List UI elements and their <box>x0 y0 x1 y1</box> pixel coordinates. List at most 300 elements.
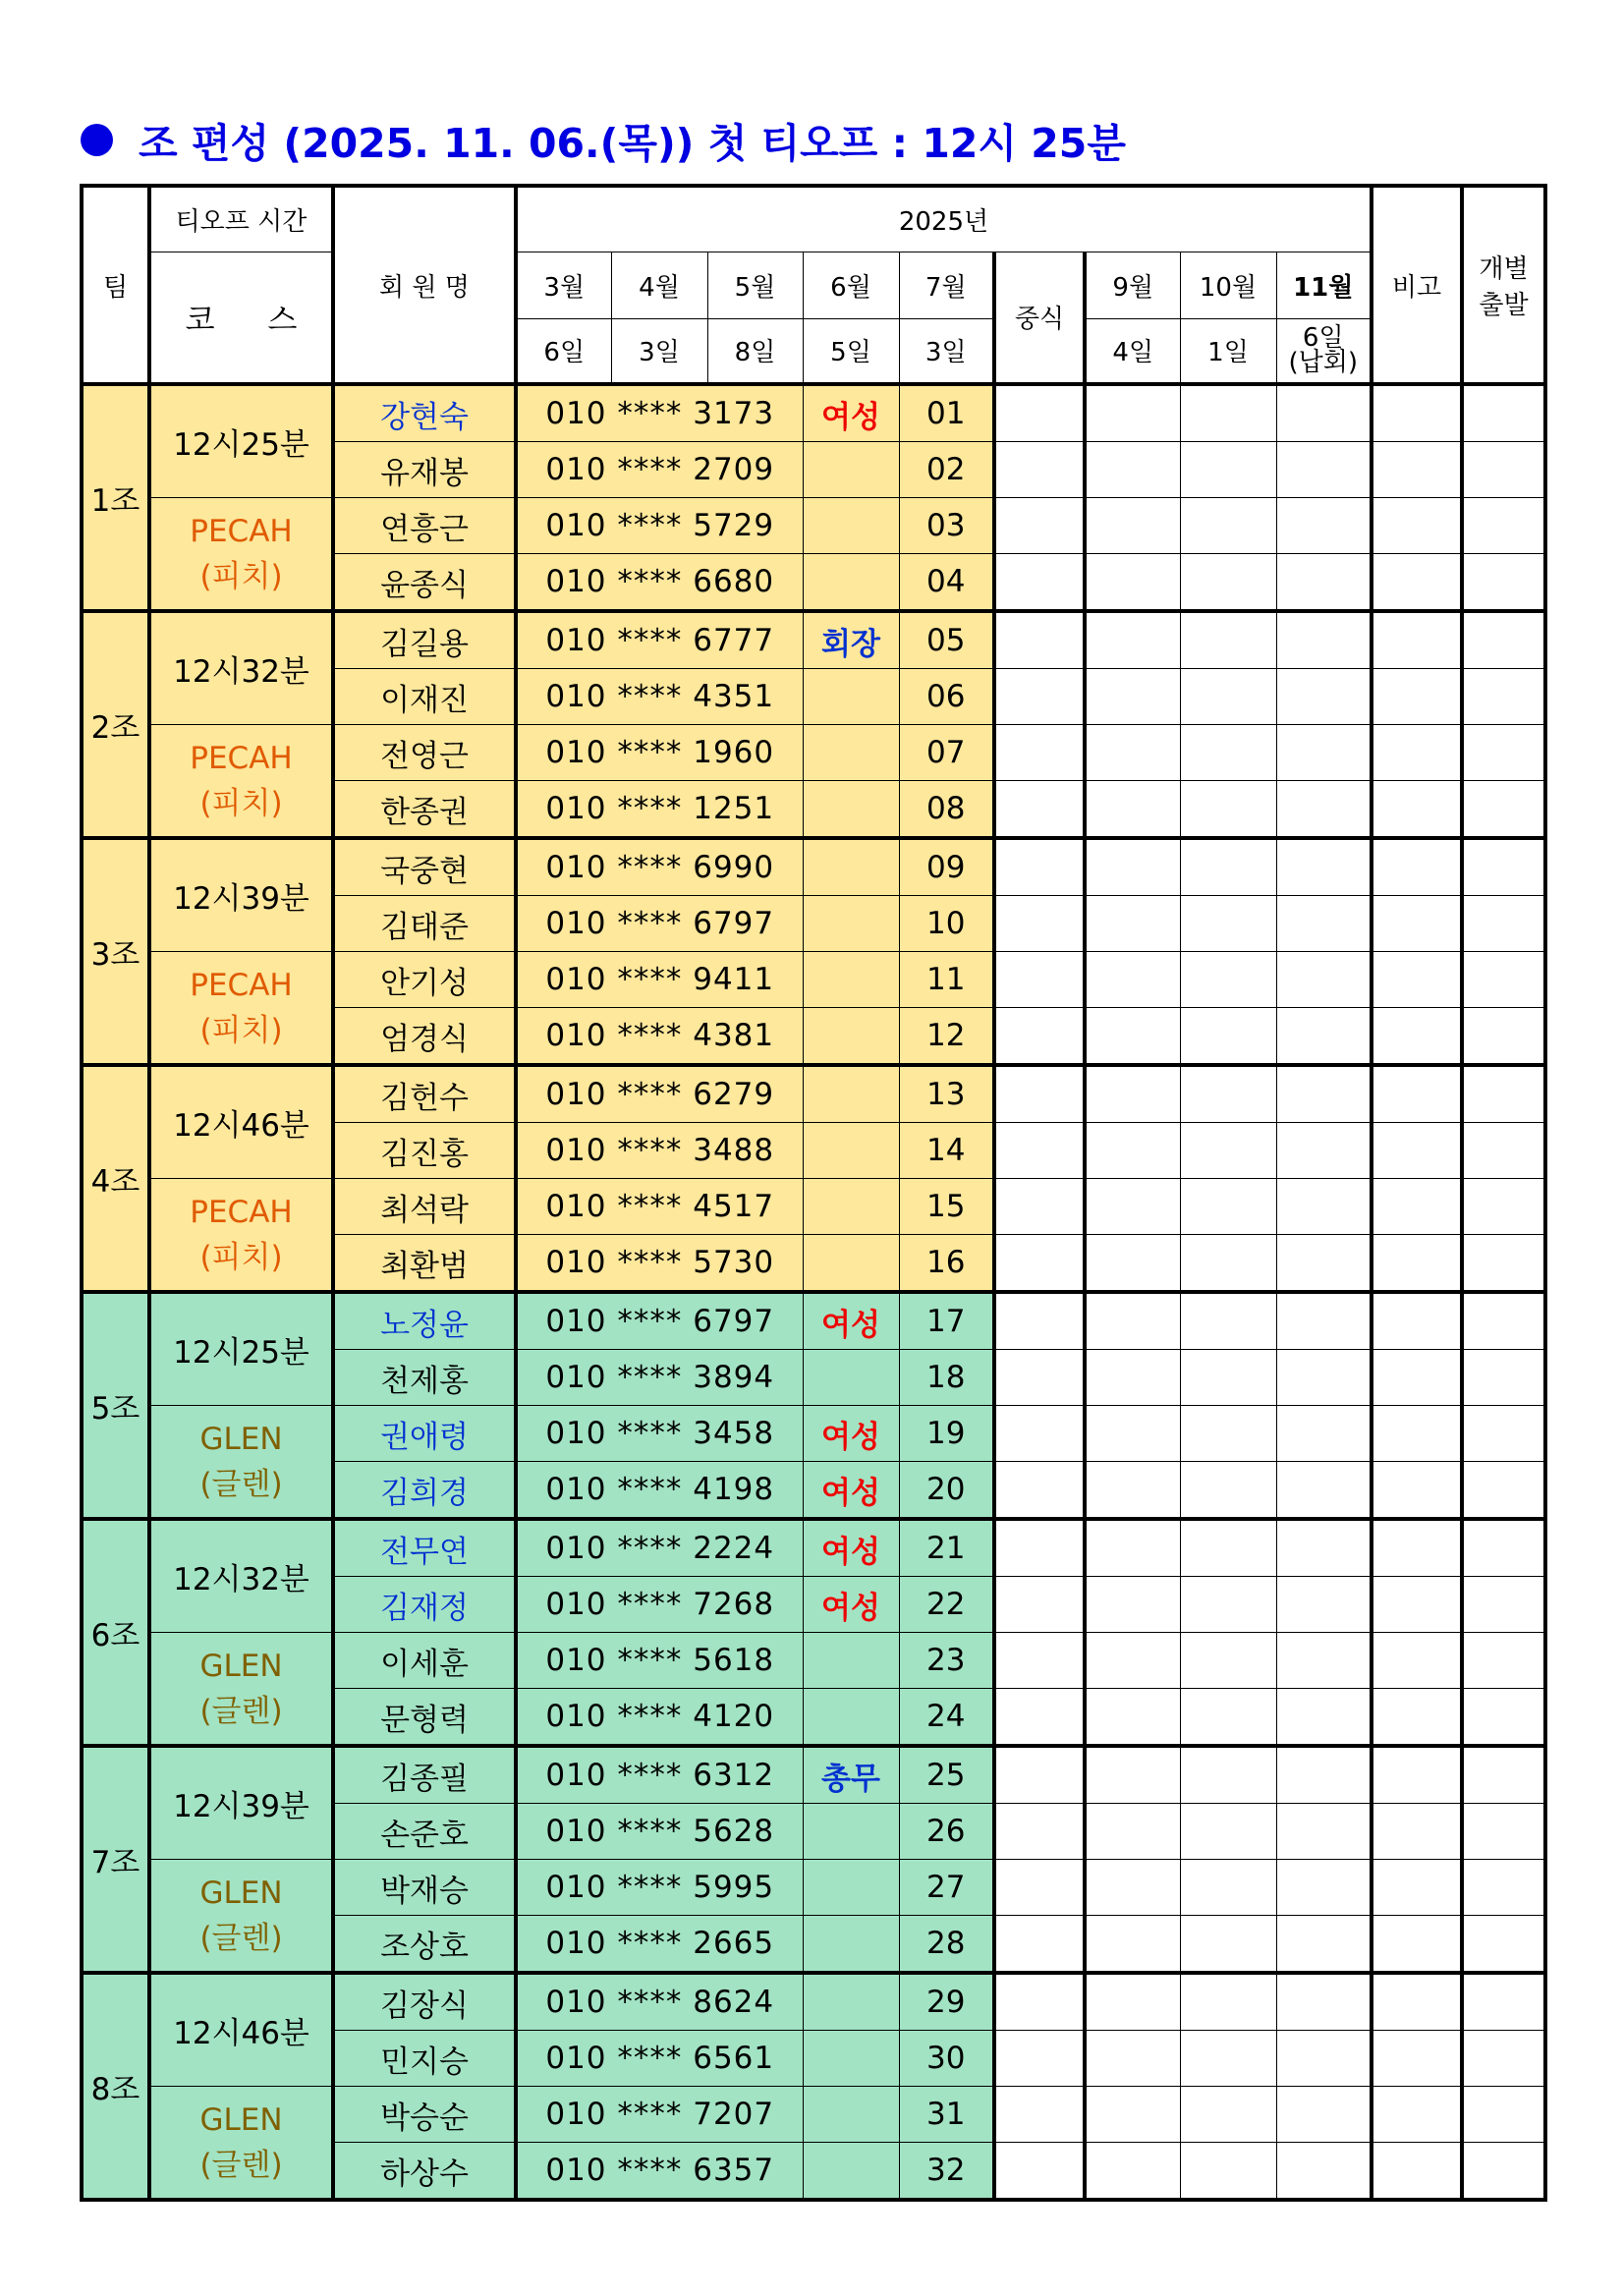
nov-attendance-cell[interactable] <box>1276 1179 1372 1235</box>
member-tag <box>803 725 899 781</box>
member-row <box>82 1179 1545 1235</box>
sep-attendance-cell[interactable] <box>1085 1123 1180 1179</box>
lunch-cell[interactable] <box>994 896 1085 952</box>
remarks-cell[interactable] <box>1372 554 1462 612</box>
oct-attendance-cell[interactable] <box>1180 384 1276 442</box>
individual-start-cell[interactable] <box>1462 1577 1545 1633</box>
oct-attendance-cell[interactable] <box>1180 669 1276 725</box>
member-row <box>82 838 1545 896</box>
remarks-cell[interactable] <box>1372 1179 1462 1235</box>
lunch-cell[interactable] <box>994 1008 1085 1066</box>
team-cell: 8조 <box>82 1973 149 2200</box>
oct-attendance-cell[interactable] <box>1180 1746 1276 1804</box>
lunch-cell[interactable] <box>994 781 1085 839</box>
page-title <box>81 110 1126 169</box>
oct-attendance-cell[interactable] <box>1180 2143 1276 2201</box>
remarks-cell[interactable] <box>1372 781 1462 839</box>
nov-attendance-cell[interactable] <box>1276 1746 1372 1804</box>
sep-attendance-cell[interactable] <box>1085 1179 1180 1235</box>
course-cell <box>149 498 333 612</box>
remarks-cell[interactable] <box>1372 611 1462 669</box>
oct-attendance-cell[interactable] <box>1180 1519 1276 1577</box>
lunch-cell[interactable] <box>994 1292 1085 1350</box>
lunch-cell[interactable] <box>994 2143 1085 2201</box>
sep-attendance-cell[interactable] <box>1085 1462 1180 1520</box>
remarks-cell[interactable] <box>1372 1065 1462 1123</box>
oct-attendance-cell[interactable] <box>1180 1292 1276 1350</box>
individual-start-cell[interactable] <box>1462 1292 1545 1350</box>
remarks-cell[interactable] <box>1372 669 1462 725</box>
remarks-cell[interactable] <box>1372 1519 1462 1577</box>
individual-start-cell[interactable] <box>1462 1746 1545 1804</box>
individual-start-cell[interactable] <box>1462 2143 1545 2201</box>
lunch-cell[interactable] <box>994 1462 1085 1520</box>
remarks-cell[interactable] <box>1372 1746 1462 1804</box>
individual-start-header <box>1462 186 1545 384</box>
remarks-cell[interactable] <box>1372 2031 1462 2087</box>
individual-start-cell[interactable] <box>1462 2031 1545 2087</box>
sep-attendance-cell[interactable] <box>1085 2087 1180 2143</box>
member-name: 박승순 <box>333 2087 516 2143</box>
oct-attendance-cell[interactable] <box>1180 2087 1276 2143</box>
remarks-cell[interactable] <box>1372 1292 1462 1350</box>
nov-attendance-cell[interactable] <box>1276 669 1372 725</box>
remarks-cell[interactable] <box>1372 1462 1462 1520</box>
member-phone: 010 **** 3894 <box>516 1350 803 1406</box>
individual-start-cell[interactable] <box>1462 1179 1545 1235</box>
day-10: 1일 <box>1180 318 1276 384</box>
nov-attendance-cell[interactable] <box>1276 1462 1372 1520</box>
sep-attendance-cell[interactable] <box>1085 2143 1180 2201</box>
member-phone: 010 **** 5995 <box>516 1860 803 1916</box>
remarks-cell[interactable] <box>1372 1350 1462 1406</box>
day-9: 4일 <box>1085 318 1180 384</box>
lunch-cell[interactable] <box>994 725 1085 781</box>
individual-start-cell[interactable] <box>1462 952 1545 1008</box>
lunch-cell[interactable] <box>994 1235 1085 1293</box>
member-number: 20 <box>899 1462 994 1520</box>
lunch-cell[interactable] <box>994 1860 1085 1916</box>
oct-attendance-cell[interactable] <box>1180 1860 1276 1916</box>
oct-attendance-cell[interactable] <box>1180 896 1276 952</box>
remarks-cell[interactable] <box>1372 1123 1462 1179</box>
individual-start-cell[interactable] <box>1462 1123 1545 1179</box>
sep-attendance-cell[interactable] <box>1085 1633 1180 1689</box>
individual-start-cell[interactable] <box>1462 2087 1545 2143</box>
individual-start-cell[interactable] <box>1462 384 1545 442</box>
sep-attendance-cell[interactable] <box>1085 611 1180 669</box>
lunch-cell[interactable] <box>994 498 1085 554</box>
member-tag <box>803 1860 899 1916</box>
member-number: 18 <box>899 1350 994 1406</box>
individual-start-line1: 개별 <box>1479 254 1529 284</box>
member-name: 최석락 <box>333 1179 516 1235</box>
individual-start-cell[interactable] <box>1462 442 1545 498</box>
nov-attendance-cell[interactable] <box>1276 498 1372 554</box>
remarks-cell[interactable] <box>1372 1804 1462 1860</box>
individual-start-cell[interactable] <box>1462 1519 1545 1577</box>
oct-attendance-cell[interactable] <box>1180 611 1276 669</box>
member-name: 김희경 <box>333 1462 516 1520</box>
team-cell: 3조 <box>82 838 149 1065</box>
remarks-cell[interactable] <box>1372 1689 1462 1747</box>
course-cell <box>149 2087 333 2201</box>
member-number: 06 <box>899 669 994 725</box>
member-number: 12 <box>899 1008 994 1066</box>
oct-attendance-cell[interactable] <box>1180 554 1276 612</box>
oct-attendance-cell[interactable] <box>1180 838 1276 896</box>
member-number: 09 <box>899 838 994 896</box>
member-name: 국중현 <box>333 838 516 896</box>
individual-start-line2: 출발 <box>1479 291 1529 320</box>
lunch-cell[interactable] <box>994 2031 1085 2087</box>
lunch-cell[interactable] <box>994 1633 1085 1689</box>
member-name: 박재승 <box>333 1860 516 1916</box>
member-phone: 010 **** 5730 <box>516 1235 803 1293</box>
lunch-cell[interactable] <box>994 1577 1085 1633</box>
oct-attendance-cell[interactable] <box>1180 1008 1276 1066</box>
lunch-cell[interactable] <box>994 554 1085 612</box>
member-number: 28 <box>899 1916 994 1974</box>
course-name-en: PECAH <box>190 740 293 776</box>
remarks-cell[interactable] <box>1372 442 1462 498</box>
course-name-en: GLEN <box>199 2101 283 2138</box>
remarks-cell[interactable] <box>1372 1008 1462 1066</box>
remarks-cell[interactable] <box>1372 1235 1462 1293</box>
individual-start-cell[interactable] <box>1462 1462 1545 1520</box>
member-row <box>82 1406 1545 1462</box>
member-row <box>82 384 1545 442</box>
member-phone: 010 **** 1251 <box>516 781 803 839</box>
course-name-kr: (피치) <box>199 558 283 594</box>
sep-attendance-cell[interactable] <box>1085 554 1180 612</box>
member-row <box>82 725 1545 781</box>
nov-attendance-cell[interactable] <box>1276 896 1372 952</box>
member-number: 23 <box>899 1633 994 1689</box>
remarks-cell[interactable] <box>1372 498 1462 554</box>
lunch-cell[interactable] <box>994 669 1085 725</box>
member-number: 27 <box>899 1860 994 1916</box>
lunch-cell[interactable] <box>994 2087 1085 2143</box>
sep-attendance-cell[interactable] <box>1085 1689 1180 1747</box>
member-tag <box>803 781 899 839</box>
sep-attendance-cell[interactable] <box>1085 1406 1180 1462</box>
member-tag <box>803 2087 899 2143</box>
member-tag <box>803 1689 899 1747</box>
sep-attendance-cell[interactable] <box>1085 838 1180 896</box>
individual-start-cell[interactable] <box>1462 1916 1545 1974</box>
individual-start-cell[interactable] <box>1462 554 1545 612</box>
sep-attendance-cell[interactable] <box>1085 1065 1180 1123</box>
member-tag <box>803 1008 899 1066</box>
member-tag: 여성 <box>803 1577 899 1633</box>
nov-attendance-cell[interactable] <box>1276 1577 1372 1633</box>
nov-attendance-cell[interactable] <box>1276 611 1372 669</box>
remarks-cell[interactable] <box>1372 1860 1462 1916</box>
month-11: 11월 <box>1276 252 1372 318</box>
teeoff-time-cell: 12시39분 <box>149 838 333 952</box>
nov-attendance-cell[interactable] <box>1276 442 1372 498</box>
course-name-en: PECAH <box>190 967 293 1003</box>
nov-attendance-cell[interactable] <box>1276 1123 1372 1179</box>
team-cell: 7조 <box>82 1746 149 1973</box>
member-number: 21 <box>899 1519 994 1577</box>
nov-attendance-cell[interactable] <box>1276 1406 1372 1462</box>
remarks-cell[interactable] <box>1372 1973 1462 2031</box>
sep-attendance-cell[interactable] <box>1085 1577 1180 1633</box>
sep-attendance-cell[interactable] <box>1085 669 1180 725</box>
sep-attendance-cell[interactable] <box>1085 1519 1180 1577</box>
nov-attendance-cell[interactable] <box>1276 2031 1372 2087</box>
lunch-cell[interactable] <box>994 1519 1085 1577</box>
individual-start-cell[interactable] <box>1462 1065 1545 1123</box>
member-number: 25 <box>899 1746 994 1804</box>
individual-start-cell[interactable] <box>1462 1235 1545 1293</box>
oct-attendance-cell[interactable] <box>1180 1916 1276 1974</box>
lunch-cell[interactable] <box>994 838 1085 896</box>
individual-start-cell[interactable] <box>1462 1350 1545 1406</box>
member-name: 이세훈 <box>333 1633 516 1689</box>
member-phone: 010 **** 2665 <box>516 1916 803 1974</box>
lunch-cell[interactable] <box>994 1179 1085 1235</box>
individual-start-cell[interactable] <box>1462 725 1545 781</box>
oct-attendance-cell[interactable] <box>1180 442 1276 498</box>
nov-attendance-cell[interactable] <box>1276 2143 1372 2201</box>
nov-attendance-cell[interactable] <box>1276 1235 1372 1293</box>
month-5: 5월 <box>707 252 803 318</box>
nov-attendance-cell[interactable] <box>1276 1633 1372 1689</box>
member-phone: 010 **** 5729 <box>516 498 803 554</box>
remarks-cell[interactable] <box>1372 2087 1462 2143</box>
individual-start-cell[interactable] <box>1462 896 1545 952</box>
remarks-cell[interactable] <box>1372 952 1462 1008</box>
lunch-cell[interactable] <box>994 1689 1085 1747</box>
member-phone: 010 **** 4351 <box>516 669 803 725</box>
oct-attendance-cell[interactable] <box>1180 781 1276 839</box>
individual-start-cell[interactable] <box>1462 1406 1545 1462</box>
individual-start-cell[interactable] <box>1462 498 1545 554</box>
nov-attendance-cell[interactable] <box>1276 1973 1372 2031</box>
member-name: 조상호 <box>333 1916 516 1974</box>
individual-start-cell[interactable] <box>1462 1860 1545 1916</box>
member-phone: 010 **** 2709 <box>516 442 803 498</box>
nov-attendance-cell[interactable] <box>1276 2087 1372 2143</box>
member-row <box>82 952 1545 1008</box>
course-name-kr: (글렌) <box>199 1693 283 1729</box>
member-header: 회 원 명 <box>333 186 516 384</box>
oct-attendance-cell[interactable] <box>1180 1633 1276 1689</box>
remarks-cell[interactable] <box>1372 2143 1462 2201</box>
lunch-cell[interactable] <box>994 611 1085 669</box>
lunch-cell[interactable] <box>994 952 1085 1008</box>
member-tag: 여성 <box>803 384 899 442</box>
sep-attendance-cell[interactable] <box>1085 498 1180 554</box>
individual-start-cell[interactable] <box>1462 669 1545 725</box>
day-11 <box>1276 318 1372 384</box>
nov-attendance-cell[interactable] <box>1276 1519 1372 1577</box>
member-name: 문형력 <box>333 1689 516 1747</box>
member-number: 29 <box>899 1973 994 2031</box>
oct-attendance-cell[interactable] <box>1180 1179 1276 1235</box>
oct-attendance-cell[interactable] <box>1180 2031 1276 2087</box>
team-cell: 6조 <box>82 1519 149 1746</box>
member-phone: 010 **** 6279 <box>516 1065 803 1123</box>
member-phone: 010 **** 4198 <box>516 1462 803 1520</box>
nov-attendance-cell[interactable] <box>1276 1860 1372 1916</box>
member-tag <box>803 1804 899 1860</box>
sep-attendance-cell[interactable] <box>1085 1860 1180 1916</box>
month-9: 9월 <box>1085 252 1180 318</box>
lunch-cell[interactable] <box>994 1123 1085 1179</box>
member-number: 03 <box>899 498 994 554</box>
individual-start-cell[interactable] <box>1462 838 1545 896</box>
oct-attendance-cell[interactable] <box>1180 498 1276 554</box>
member-row <box>82 1292 1545 1350</box>
lunch-cell[interactable] <box>994 1973 1085 2031</box>
nov-attendance-cell[interactable] <box>1276 1804 1372 1860</box>
member-name: 유재봉 <box>333 442 516 498</box>
member-name: 이재진 <box>333 669 516 725</box>
remarks-cell[interactable] <box>1372 1577 1462 1633</box>
member-row <box>82 1519 1545 1577</box>
lunch-cell[interactable] <box>994 1746 1085 1804</box>
individual-start-cell[interactable] <box>1462 1633 1545 1689</box>
remarks-cell[interactable] <box>1372 838 1462 896</box>
remarks-header: 비고 <box>1372 186 1462 384</box>
sep-attendance-cell[interactable] <box>1085 1235 1180 1293</box>
nov-attendance-cell[interactable] <box>1276 1008 1372 1066</box>
individual-start-cell[interactable] <box>1462 781 1545 839</box>
remarks-cell[interactable] <box>1372 384 1462 442</box>
member-name: 김진홍 <box>333 1123 516 1179</box>
nov-attendance-cell[interactable] <box>1276 1065 1372 1123</box>
oct-attendance-cell[interactable] <box>1180 1406 1276 1462</box>
member-phone: 010 **** 5628 <box>516 1804 803 1860</box>
member-phone: 010 **** 6797 <box>516 896 803 952</box>
nov-attendance-cell[interactable] <box>1276 1292 1372 1350</box>
member-tag <box>803 442 899 498</box>
sep-attendance-cell[interactable] <box>1085 725 1180 781</box>
sep-attendance-cell[interactable] <box>1085 1008 1180 1066</box>
nov-attendance-cell[interactable] <box>1276 781 1372 839</box>
nov-attendance-cell[interactable] <box>1276 1916 1372 1974</box>
individual-start-cell[interactable] <box>1462 1973 1545 2031</box>
member-name: 김헌수 <box>333 1065 516 1123</box>
oct-attendance-cell[interactable] <box>1180 1577 1276 1633</box>
sep-attendance-cell[interactable] <box>1085 1916 1180 1974</box>
oct-attendance-cell[interactable] <box>1180 725 1276 781</box>
oct-attendance-cell[interactable] <box>1180 1689 1276 1747</box>
member-phone: 010 **** 6990 <box>516 838 803 896</box>
day-6: 5일 <box>803 318 899 384</box>
nov-attendance-cell[interactable] <box>1276 952 1372 1008</box>
member-phone: 010 **** 3488 <box>516 1123 803 1179</box>
member-tag <box>803 952 899 1008</box>
member-row <box>82 2087 1545 2143</box>
member-number: 08 <box>899 781 994 839</box>
sep-attendance-cell[interactable] <box>1085 2031 1180 2087</box>
member-row <box>82 1860 1545 1916</box>
member-phone: 010 **** 7207 <box>516 2087 803 2143</box>
nov-attendance-cell[interactable] <box>1276 1689 1372 1747</box>
lunch-cell[interactable] <box>994 1065 1085 1123</box>
oct-attendance-cell[interactable] <box>1180 952 1276 1008</box>
oct-attendance-cell[interactable] <box>1180 1973 1276 2031</box>
member-number: 04 <box>899 554 994 612</box>
nov-attendance-cell[interactable] <box>1276 838 1372 896</box>
teeoff-time-cell: 12시25분 <box>149 384 333 498</box>
teeoff-time-header: 티오프 시간 <box>149 186 333 252</box>
member-tag: 회장 <box>803 611 899 669</box>
member-number: 30 <box>899 2031 994 2087</box>
sep-attendance-cell[interactable] <box>1085 1350 1180 1406</box>
member-tag: 여성 <box>803 1406 899 1462</box>
day-11-date: 6일 <box>1302 322 1344 353</box>
oct-attendance-cell[interactable] <box>1180 1123 1276 1179</box>
oct-attendance-cell[interactable] <box>1180 1350 1276 1406</box>
remarks-cell[interactable] <box>1372 1633 1462 1689</box>
remarks-cell[interactable] <box>1372 1406 1462 1462</box>
remarks-cell[interactable] <box>1372 725 1462 781</box>
remarks-cell[interactable] <box>1372 896 1462 952</box>
member-name: 노정윤 <box>333 1292 516 1350</box>
member-tag <box>803 1633 899 1689</box>
sep-attendance-cell[interactable] <box>1085 896 1180 952</box>
lunch-cell[interactable] <box>994 384 1085 442</box>
sep-attendance-cell[interactable] <box>1085 781 1180 839</box>
oct-attendance-cell[interactable] <box>1180 1804 1276 1860</box>
individual-start-cell[interactable] <box>1462 1008 1545 1066</box>
member-name: 민지승 <box>333 2031 516 2087</box>
lunch-cell[interactable] <box>994 1350 1085 1406</box>
member-phone: 010 **** 6312 <box>516 1746 803 1804</box>
sep-attendance-cell[interactable] <box>1085 442 1180 498</box>
lunch-cell[interactable] <box>994 1916 1085 1974</box>
sep-attendance-cell[interactable] <box>1085 384 1180 442</box>
course-name-kr: (글렌) <box>199 2147 283 2183</box>
teeoff-time-cell: 12시46분 <box>149 1065 333 1179</box>
oct-attendance-cell[interactable] <box>1180 1065 1276 1123</box>
remarks-cell[interactable] <box>1372 1916 1462 1974</box>
nov-attendance-cell[interactable] <box>1276 725 1372 781</box>
sep-attendance-cell[interactable] <box>1085 1746 1180 1804</box>
individual-start-cell[interactable] <box>1462 1804 1545 1860</box>
course-cell <box>149 1406 333 1520</box>
oct-attendance-cell[interactable] <box>1180 1462 1276 1520</box>
member-row <box>82 1633 1545 1689</box>
member-name: 김재정 <box>333 1577 516 1633</box>
nov-attendance-cell[interactable] <box>1276 384 1372 442</box>
sep-attendance-cell[interactable] <box>1085 1973 1180 2031</box>
nov-attendance-cell[interactable] <box>1276 554 1372 612</box>
sep-attendance-cell[interactable] <box>1085 1292 1180 1350</box>
nov-attendance-cell[interactable] <box>1276 1350 1372 1406</box>
sep-attendance-cell[interactable] <box>1085 1804 1180 1860</box>
sep-attendance-cell[interactable] <box>1085 952 1180 1008</box>
lunch-cell[interactable] <box>994 1804 1085 1860</box>
member-tag <box>803 2143 899 2201</box>
member-row <box>82 1065 1545 1123</box>
team-header: 팀 <box>82 186 149 384</box>
member-phone: 010 **** 4517 <box>516 1179 803 1235</box>
individual-start-cell[interactable] <box>1462 611 1545 669</box>
teeoff-time-cell: 12시32분 <box>149 1519 333 1633</box>
course-name-kr: (피치) <box>199 1239 283 1275</box>
lunch-cell[interactable] <box>994 1406 1085 1462</box>
individual-start-cell[interactable] <box>1462 1689 1545 1747</box>
lunch-cell[interactable] <box>994 442 1085 498</box>
oct-attendance-cell[interactable] <box>1180 1235 1276 1293</box>
